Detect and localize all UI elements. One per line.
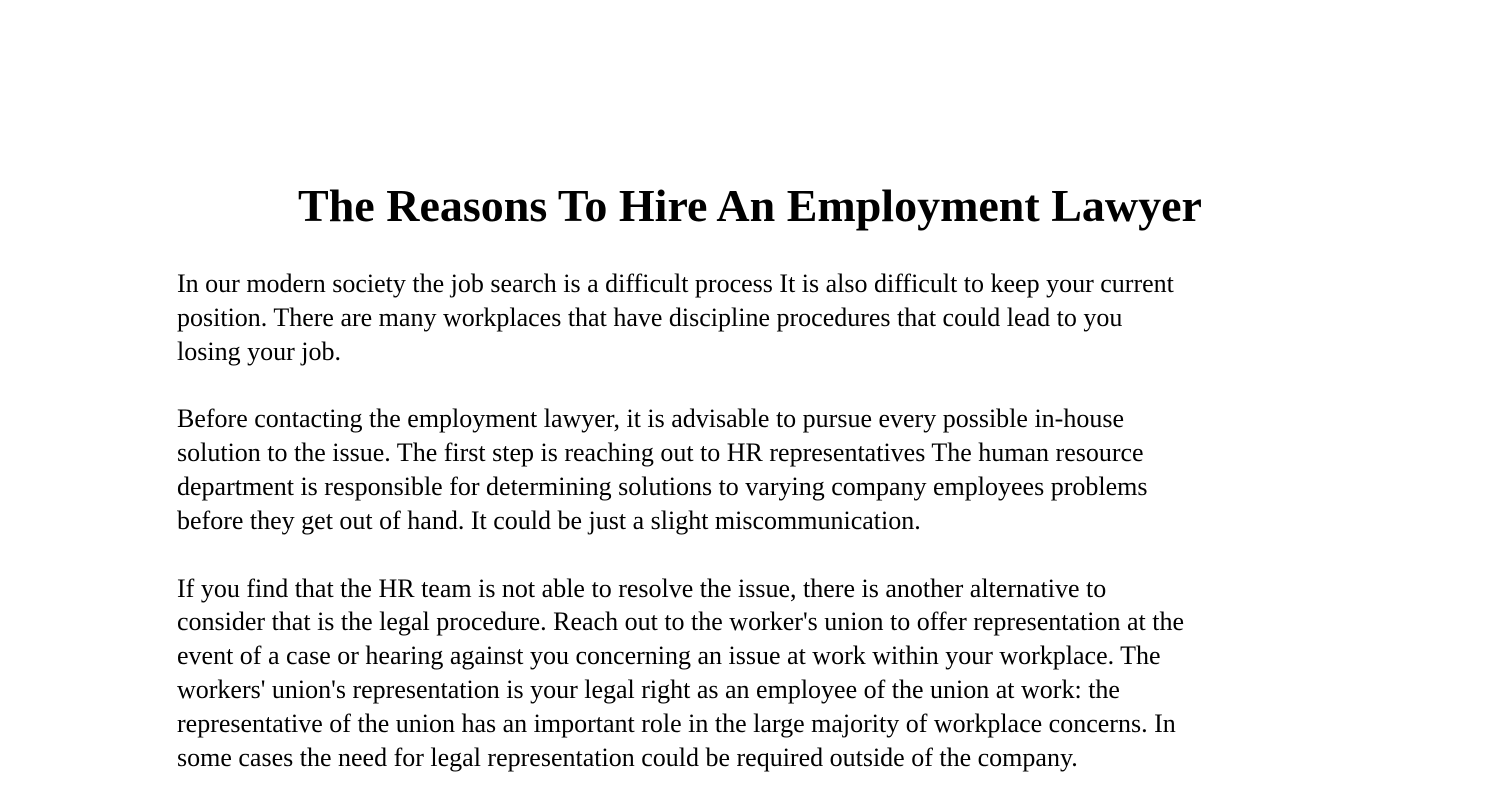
text-line: some cases the need for legal representation could be required outside of the company. <box>177 742 1078 772</box>
text-line: event of a case or hearing against you concerning an issue at work within your workplace. The <box>177 641 1161 671</box>
text-line: department is responsible for determining solutions to varying company employees problems <box>177 471 1148 501</box>
text-line: If you find that the HR team is not able to resolve the issue, there is another alternative to <box>177 573 1107 603</box>
text-line: solution to the issue. The first step is reaching out to HR representatives The human resource <box>177 438 1144 468</box>
paragraph-job-search <box>177 267 1327 368</box>
text-line: workers' union's representation is your legal right as an employee of the union at work: the <box>177 674 1120 704</box>
text-line: consider that is the legal procedure. Reach out to the worker's union to offer representation at the <box>177 607 1185 637</box>
text-line: In our modern society the job search is a difficult process It is also difficult to keep your current <box>177 269 1174 298</box>
text-line: losing your job. <box>177 336 341 366</box>
text-line: representative of the union has an important role in the large majority of workplace concerns. In <box>177 708 1176 738</box>
paragraph-union-representation <box>177 572 1327 775</box>
text-line: position. There are many workplaces that have discipline procedures that could lead to you <box>177 302 1123 332</box>
document-title: The Reasons To Hire An Employment Lawyer <box>298 180 1202 231</box>
paragraph-in-house-solution <box>177 402 1327 537</box>
document-body <box>177 267 1327 785</box>
text-line: before they get out of hand. It could be just a slight miscommunication. <box>177 505 921 535</box>
text-line: Before contacting the employment lawyer, it is advisable to pursue every possible in-house <box>177 404 1124 434</box>
